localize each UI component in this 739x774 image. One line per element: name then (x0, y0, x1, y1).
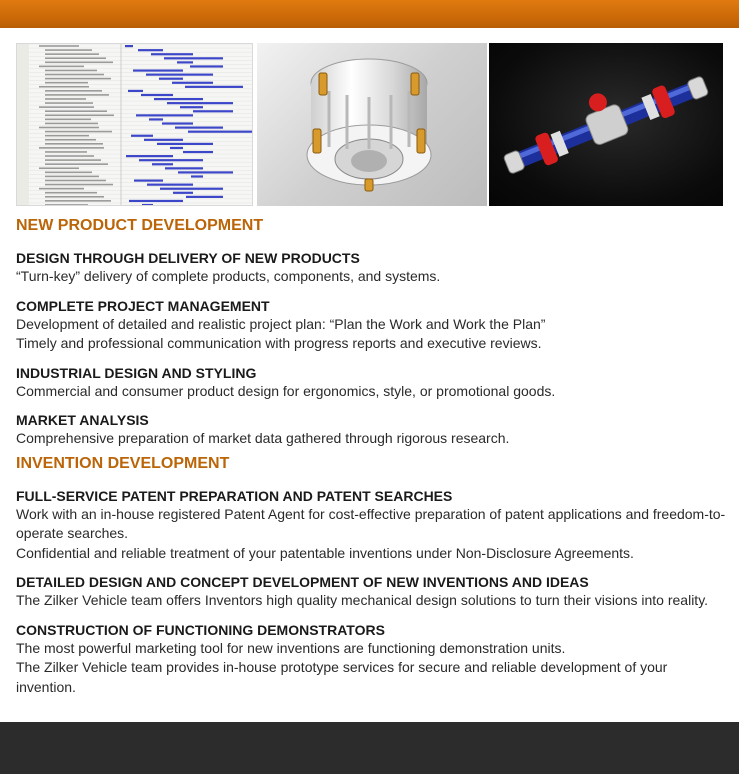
item-heading: FULL-SERVICE PATENT PREPARATION AND PATENT SEARCHES (16, 487, 453, 504)
item-text: The Zilker Vehicle team offers Inventors high quality mechanical design solutions to turn their visions into reality. (16, 592, 709, 608)
item-text: Timely and professional communication with progress reports and executive reviews. (16, 335, 542, 351)
service-item (16, 573, 726, 611)
service-item (16, 249, 726, 287)
section-new-product-development (16, 216, 726, 449)
image-strip (16, 43, 723, 206)
content-area (16, 216, 726, 697)
item-text: Confidential and reliable treatment of your patentable inventions under Non-Disclosure Agreements. (16, 544, 634, 561)
item-text: Work with an in-house registered Patent Agent for cost-effective preparation of patent applications and freedom-to-operate searches. (16, 505, 726, 541)
item-text: Comprehensive preparation of market data gathered through rigorous research. (16, 430, 510, 446)
item-heading: MARKET ANALYSIS (16, 412, 149, 428)
item-text: The Zilker Vehicle team provides in-house prototype services for secure and reliable development of your invention. (16, 659, 668, 695)
item-heading: DESIGN THROUGH DELIVERY OF NEW PRODUCTS (16, 250, 360, 266)
footer-bar (0, 722, 739, 774)
service-item (16, 487, 726, 564)
item-heading: COMPLETE PROJECT MANAGEMENT (16, 297, 270, 314)
item-heading: CONSTRUCTION OF FUNCTIONING DEMONSTRATORS (16, 621, 385, 638)
item-text: Commercial and consumer product design for ergonomics, style, or promotional goods. (16, 382, 556, 399)
gantt-chart-image (16, 43, 253, 206)
item-text: Development of detailed and realistic project plan: “Plan the Work and Work the Plan” (16, 315, 546, 332)
item-heading: INDUSTRIAL DESIGN AND STYLING (16, 364, 257, 381)
machined-part-icon (257, 43, 487, 206)
service-item (16, 297, 726, 354)
service-item (16, 621, 726, 698)
section-title: INVENTION DEVELOPMENT (16, 454, 230, 472)
item-heading: DETAILED DESIGN AND CONCEPT DEVELOPMENT OF NEW INVENTIONS AND IDEAS (16, 574, 589, 590)
axle-assembly-image (489, 43, 723, 206)
service-item (16, 364, 726, 402)
service-item (16, 411, 726, 449)
section-invention-development (16, 454, 726, 698)
axle-assembly-icon (489, 43, 723, 206)
gantt-chart-icon (17, 44, 253, 206)
section-title: NEW PRODUCT DEVELOPMENT (16, 217, 264, 234)
item-text: The most powerful marketing tool for new inventions are functioning demonstration units. (16, 639, 566, 656)
machined-part-image (257, 43, 487, 206)
item-text: “Turn-key” delivery of complete products, components, and systems. (16, 268, 441, 284)
top-banner (0, 0, 739, 28)
